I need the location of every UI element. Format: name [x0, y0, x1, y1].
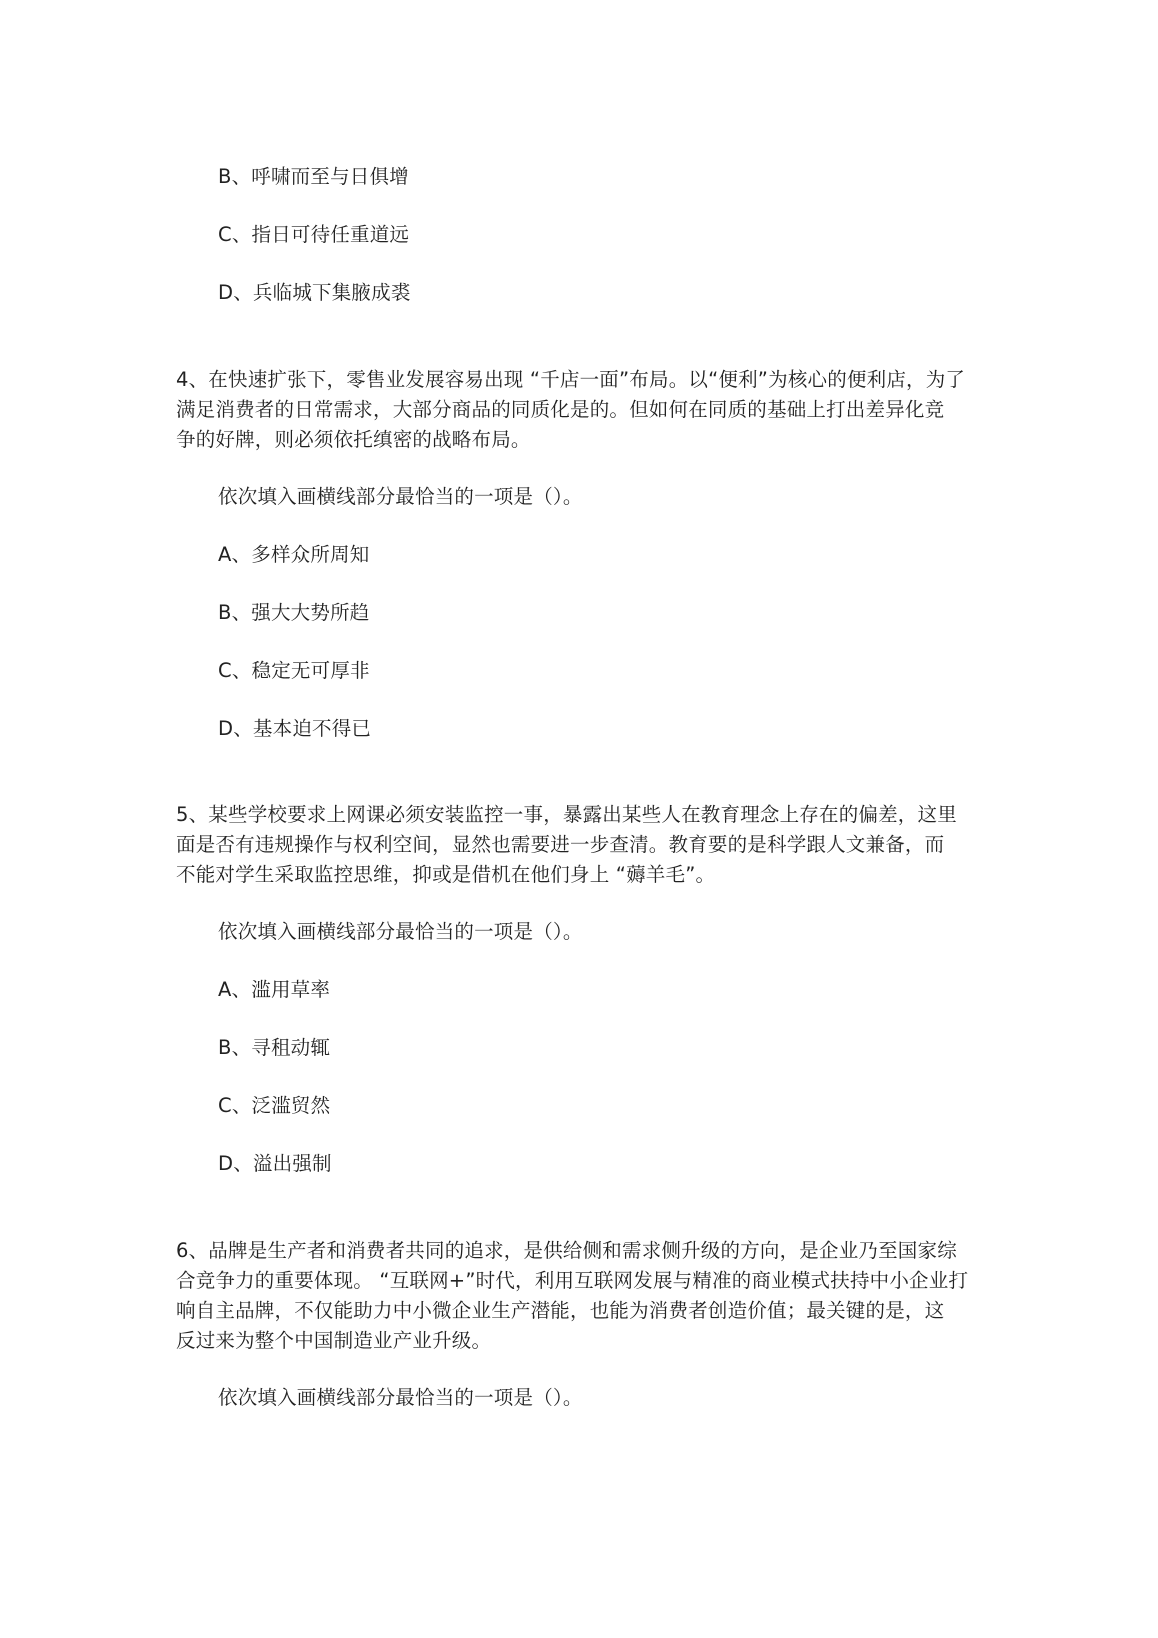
q5-instruction: 依次填入画横线部分最恰当的一项是（）。	[218, 920, 583, 943]
q6-stem-line-3: 响自主品牌，不仅能助力中小微企业生产潜能，也能为消费者创造价值；最关键的是，这	[176, 1299, 945, 1322]
q4-option-c: C、稳定无可厚非	[218, 659, 370, 682]
q4-option-d: D、基本迫不得已	[218, 717, 372, 740]
q4-stem-line-1: 4、在快速扩张下，零售业发展容易出现 “千店一面”布局。以“便利”为核心的便利店，为了	[176, 368, 966, 391]
q5-option-b: B、寻租动辄	[218, 1036, 331, 1059]
q4-stem-line-3: 争的好牌，则必须依托缜密的战略布局。	[176, 428, 531, 451]
q6-stem-line-4: 反过来为整个中国制造业产业升级。	[176, 1329, 492, 1352]
q4-instruction: 依次填入画横线部分最恰当的一项是（）。	[218, 485, 583, 508]
q4-stem-line-2: 满足消费者的日常需求，大部分商品的同质化是的。但如何在同质的基础上打出差异化竞	[176, 398, 945, 421]
q5-option-a: A、滥用草率	[218, 978, 331, 1001]
q4-option-b: B、强大大势所趋	[218, 601, 370, 624]
q4-option-a: A、多样众所周知	[218, 543, 370, 566]
q6-instruction: 依次填入画横线部分最恰当的一项是（）。	[218, 1386, 583, 1409]
q5-stem-line-3: 不能对学生采取监控思维，抑或是借机在他们身上 “薅羊毛”。	[176, 863, 716, 886]
q6-stem-line-1: 6、品牌是生产者和消费者共同的追求，是供给侧和需求侧升级的方向，是企业乃至国家综	[176, 1239, 957, 1262]
option-c-prev: C、指日可待任重道远	[218, 223, 410, 246]
q5-stem-line-1: 5、某些学校要求上网课必须安装监控一事，暴露出某些人在教育理念上存在的偏差，这里	[176, 803, 957, 826]
option-d-prev: D、兵临城下集腋成裘	[218, 281, 411, 304]
q6-stem-line-2: 合竞争力的重要体现。 “互联网+”时代，利用互联网发展与精准的商业模式扶持中小企业打	[176, 1269, 969, 1292]
q5-option-c: C、泛滥贸然	[218, 1094, 331, 1117]
q5-stem-line-2: 面是否有违规操作与权利空间，显然也需要进一步查清。教育要的是科学跟人文兼备，而	[176, 833, 945, 856]
option-b-prev: B、呼啸而至与日俱增	[218, 165, 409, 188]
q5-option-d: D、溢出强制	[218, 1152, 332, 1175]
